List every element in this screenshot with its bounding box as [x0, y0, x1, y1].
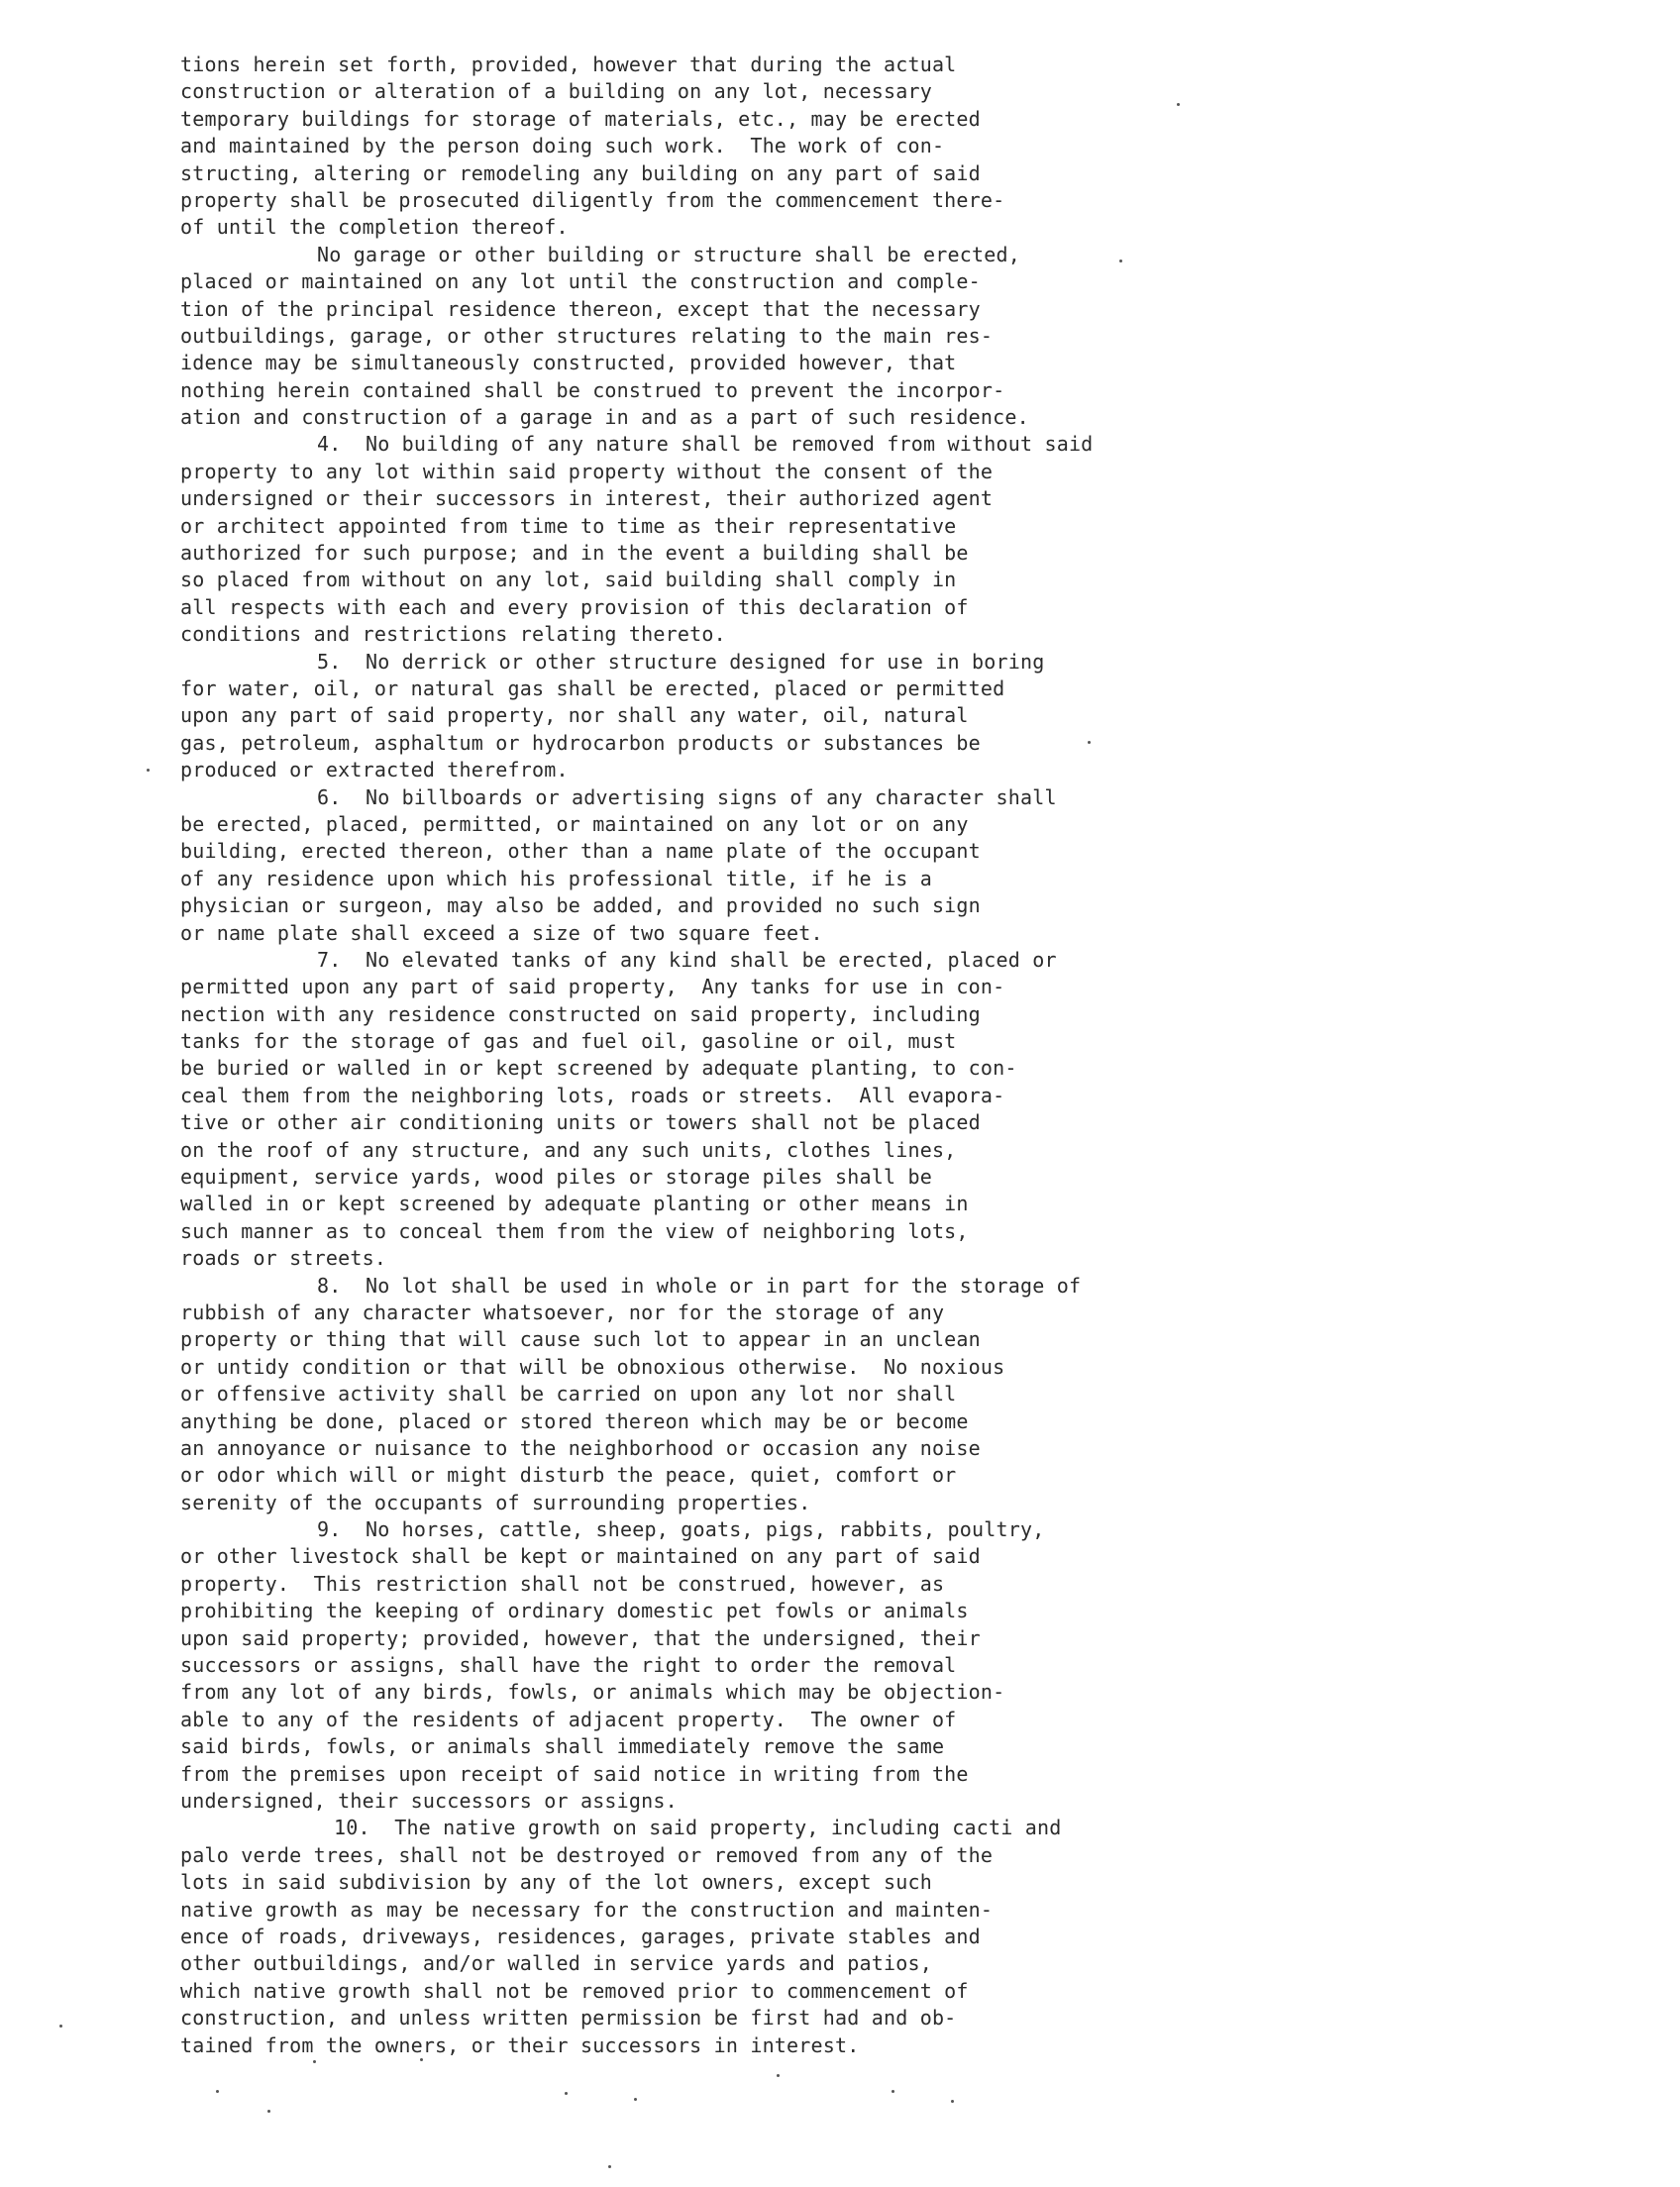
text-line: tion of the principal residence thereon, except that the necessary	[180, 296, 981, 321]
text-line: No garage or other building or structure shall be erected,	[317, 242, 1020, 266]
scan-speck	[1177, 103, 1180, 106]
text-line: prohibiting the keeping of ordinary domestic pet fowls or animals	[180, 1599, 969, 1623]
text-line: so placed from without on any lot, said building shall comply in	[180, 568, 957, 592]
text-line: physician or surgeon, may also be added, and provided no such sign	[180, 893, 981, 918]
text-line: tained from the owners, or their successors in interest.	[180, 2032, 860, 2057]
text-line: anything be done, placed or stored thereon which may be or become	[180, 1408, 969, 1433]
text-line: said birds, fowls, or animals shall immediately remove the same	[180, 1734, 945, 1759]
text-line: outbuildings, garage, or other structures relating to the main res-	[180, 323, 994, 348]
text-line: or other livestock shall be kept or maintained on any part of said	[180, 1544, 981, 1569]
text-line: permitted upon any part of said property, Any tanks for use in con-	[180, 975, 1005, 999]
scan-speck	[420, 2058, 423, 2061]
scan-speck	[59, 2025, 62, 2028]
text-line: lots in said subdivision by any of the lot owners, except such	[180, 1870, 932, 1895]
text-line: placed or maintained on any lot until the construction and comple-	[180, 269, 981, 294]
text-line: 7. No elevated tanks of any kind shall be erected, placed or	[317, 947, 1057, 972]
text-line: gas, petroleum, asphaltum or hydrocarbon products or substances be	[180, 730, 981, 755]
text-line: or offensive activity shall be carried on upon any lot nor shall	[180, 1382, 957, 1406]
text-line: all respects with each and every provision of this declaration of	[180, 594, 969, 619]
text-line: nothing herein contained shall be construed to prevent the incorpor-	[180, 377, 1005, 402]
text-line: undersigned, their successors or assigns.	[180, 1789, 678, 1813]
text-line: construction or alteration of a building on any lot, necessary	[180, 79, 932, 104]
text-line: property shall be prosecuted diligently from the commencement there-	[180, 187, 1005, 212]
text-line: of until the completion thereof.	[180, 215, 569, 240]
text-line: construction, and unless written permission be first had and ob-	[180, 2006, 957, 2031]
text-line: nection with any residence constructed on said property, including	[180, 1001, 981, 1026]
text-line: property to any lot within said property without the consent of the	[180, 459, 994, 483]
text-line: 8. No lot shall be used in whole or in part for the storage of	[317, 1273, 1082, 1298]
text-line: undersigned or their successors in interest, their authorized agent	[180, 486, 994, 511]
scan-speck	[1119, 260, 1122, 262]
text-line: upon any part of said property, nor shall any water, oil, natural	[180, 703, 969, 728]
text-line: or odor which will or might disturb the peace, quiet, comfort or	[180, 1463, 957, 1488]
text-line: ence of roads, driveways, residences, garages, private stables and	[180, 1924, 981, 1948]
text-line: or untidy condition or that will be obnoxious otherwise. No noxious	[180, 1354, 1005, 1379]
text-line: temporary buildings for storage of materials, etc., may be erected	[180, 106, 981, 131]
text-line: tions herein set forth, provided, however that during the actual	[180, 52, 957, 76]
scan-speck	[267, 2110, 270, 2113]
text-line: or architect appointed from time to time as their representative	[180, 513, 957, 538]
text-line: property or thing that will cause such lot to appear in an unclean	[180, 1327, 981, 1352]
text-line: produced or extracted therefrom.	[180, 758, 569, 782]
text-line: such manner as to conceal them from the view of neighboring lots,	[180, 1218, 969, 1243]
text-line: or name plate shall exceed a size of two square feet.	[180, 920, 823, 945]
text-line: be erected, placed, permitted, or maintained on any lot or on any	[180, 811, 969, 836]
scan-speck	[951, 2100, 954, 2103]
text-line: idence may be simultaneously constructed, provided however, that	[180, 351, 957, 375]
scan-speck	[634, 2098, 637, 2101]
text-line: serenity of the occupants of surrounding properties.	[180, 1490, 811, 1514]
text-line: other outbuildings, and/or walled in service yards and patios,	[180, 1951, 932, 1976]
text-line: tive or other air conditioning units or towers shall not be placed	[180, 1110, 981, 1135]
text-line: from the premises upon receipt of said notice in writing from the	[180, 1761, 969, 1786]
text-line: upon said property; provided, however, that the undersigned, their	[180, 1625, 981, 1650]
text-line: palo verde trees, shall not be destroyed or removed from any of the	[180, 1842, 994, 1867]
text-line: 5. No derrick or other structure designed for use in boring	[317, 649, 1045, 674]
scan-speck	[1088, 741, 1091, 744]
text-line: able to any of the residents of adjacent property. The owner of	[180, 1707, 957, 1731]
text-line: 6. No billboards or advertising signs of any character shall	[317, 784, 1057, 809]
text-line: successors or assigns, shall have the right to order the removal	[180, 1653, 957, 1678]
text-line: be buried or walled in or kept screened by adequate planting, to con-	[180, 1056, 1017, 1081]
text-line: rubbish of any character whatsoever, nor for the storage of any	[180, 1300, 945, 1324]
text-line: ation and construction of a garage in and as a part of such residence.	[180, 405, 1029, 430]
text-line: on the roof of any structure, and any such units, clothes lines,	[180, 1137, 957, 1162]
text-line: and maintained by the person doing such work. The work of con-	[180, 134, 945, 158]
text-line: walled in or kept screened by adequate planting or other means in	[180, 1192, 969, 1216]
text-line: structing, altering or remodeling any building on any part of said	[180, 160, 981, 185]
text-line: an annoyance or nuisance to the neighborhood or occasion any noise	[180, 1435, 981, 1460]
text-line: ceal them from the neighboring lots, roads or streets. All evapora-	[180, 1083, 1005, 1107]
text-line: tanks for the storage of gas and fuel oil, gasoline or oil, must	[180, 1029, 957, 1054]
text-line: 9. No horses, cattle, sheep, goats, pigs, rabbits, poultry,	[317, 1517, 1045, 1542]
text-line: roads or streets.	[180, 1246, 387, 1271]
text-line: conditions and restrictions relating thereto.	[180, 622, 726, 647]
text-line: 10. The native growth on said property, including cacti and	[334, 1816, 1062, 1840]
deed-restrictions-text	[180, 52, 1191, 2059]
scan-speck	[313, 2060, 316, 2063]
scan-speck	[892, 2090, 894, 2093]
text-line: from any lot of any birds, fowls, or animals which may be objection-	[180, 1680, 1005, 1705]
scan-speck	[777, 2074, 780, 2077]
text-line: which native growth shall not be removed prior to commencement of	[180, 1978, 969, 2003]
text-line: authorized for such purpose; and in the event a building shall be	[180, 541, 969, 566]
text-line: of any residence upon which his professional title, if he is a	[180, 866, 932, 890]
scan-speck	[565, 2092, 568, 2095]
scan-speck	[216, 2090, 219, 2093]
text-line: native growth as may be necessary for the construction and mainten-	[180, 1897, 994, 1922]
text-line: for water, oil, or natural gas shall be erected, placed or permitted	[180, 676, 1005, 700]
scan-speck	[147, 769, 150, 772]
scan-speck	[608, 2165, 611, 2168]
text-line: building, erected thereon, other than a name plate of the occupant	[180, 839, 981, 864]
text-line: property. This restriction shall not be construed, however, as	[180, 1571, 945, 1596]
text-line: equipment, service yards, wood piles or storage piles shall be	[180, 1165, 932, 1190]
text-line: 4. No building of any nature shall be removed from without said	[317, 432, 1094, 457]
